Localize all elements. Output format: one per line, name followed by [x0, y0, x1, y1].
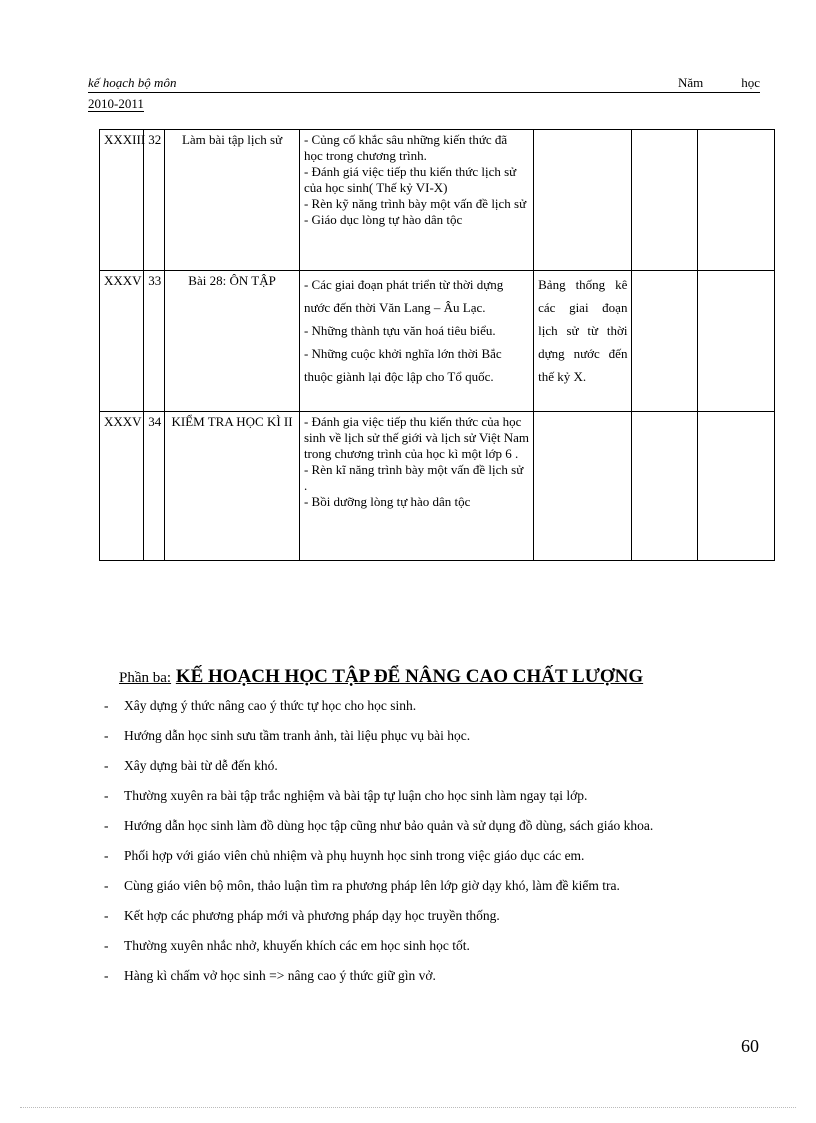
- header-year-range: 2010-2011: [88, 96, 144, 111]
- goal-line: - Những cuộc khởi nghĩa lớn thời Bắc thuộc giành lại độc lập cho Tổ quốc.: [303, 346, 502, 384]
- list-item: - Hàng kì chấm vở học sinh => nâng cao ý thức giữ gìn vở.: [104, 968, 436, 983]
- lesson-title-cell: Làm bài tập lịch sử: [165, 130, 300, 271]
- lesson-number-cell: 34: [144, 412, 165, 561]
- task-list: [104, 697, 653, 997]
- empty-cell: [632, 271, 697, 412]
- task-text: Thường xuyên ra bài tập trắc nghiệm và bài tập tự luận cho học sinh làm ngay tại lớp.: [124, 788, 588, 803]
- empty-cell: [632, 130, 697, 271]
- table-row: [100, 271, 775, 412]
- goal-line: - Đánh giá việc tiếp thu kiến thức lịch sử của học sinh( Thế kỷ VI-X): [303, 164, 517, 195]
- header-school-year-label: [678, 75, 760, 91]
- list-item: - Phối hợp với giáo viên chủ nhiệm và phụ huynh học sinh trong việc giáo dục các em.: [104, 848, 585, 863]
- empty-cell: [632, 412, 697, 561]
- section-heading: [119, 666, 643, 688]
- list-item: - Xây dựng ý thức nâng cao ý thức tự học cho học sinh.: [104, 698, 417, 713]
- goal-line: - Củng cố khắc sâu những kiến thức đã học trong chương trình.: [303, 132, 508, 163]
- goal-line: - Những thành tựu văn hoá tiêu biểu.: [303, 323, 496, 338]
- section-title: KẾ HOẠCH HỌC TẬP ĐỂ NÂNG CAO CHẤT LƯỢNG: [175, 666, 644, 687]
- table-row: [100, 130, 775, 271]
- lesson-plan-table: [99, 129, 775, 561]
- week-cell: XXXV: [100, 271, 144, 412]
- teaching-aid-cell: [534, 412, 632, 561]
- task-text: Kết hợp các phương pháp mới và phương pháp dạy học truyền thống.: [124, 908, 500, 923]
- header-year-word: Năm: [677, 75, 704, 90]
- list-item: - Cùng giáo viên bộ môn, thảo luận tìm ra phương pháp lên lớp giờ dạy khó, làm đề kiểm tra.: [104, 878, 620, 893]
- section-lead: Phần ba:: [119, 670, 172, 686]
- task-text: Hàng kì chấm vở học sinh => nâng cao ý thức giữ gìn vở.: [124, 968, 436, 983]
- list-item: - Xây dựng bài từ dễ đến khó.: [104, 758, 278, 773]
- task-text: Thường xuyên nhắc nhở, khuyến khích các em học sinh học tốt.: [124, 938, 470, 953]
- footer-divider: [20, 1107, 796, 1108]
- header-subject-plan: kế hoạch bộ môn: [88, 75, 177, 90]
- list-item: - Hướng dẫn học sinh sưu tầm tranh ảnh, tài liệu phục vụ bài học.: [104, 728, 471, 743]
- list-item: - Thường xuyên ra bài tập trắc nghiệm và bài tập tự luận cho học sinh làm ngay tại lớp.: [104, 788, 588, 803]
- list-item: - Hướng dẫn học sinh làm đồ dùng học tập cũng như bảo quản và sử dụng đồ dùng, sách giáo khoa.: [104, 818, 654, 833]
- goal-line: - Rèn kĩ năng trình bày một vấn đề lịch sử .: [303, 462, 524, 493]
- goal-line: - Giáo dục lòng tự hào dân tộc: [303, 212, 463, 227]
- page-header: [88, 74, 760, 93]
- header-hoc-word: học: [741, 75, 760, 90]
- week-cell: XXXIII: [100, 130, 144, 271]
- goal-line: - Các giai đoạn phát triển từ thời dựng nước đến thời Văn Lang – Âu Lạc.: [303, 277, 504, 315]
- goal-line: - Đánh gia việc tiếp thu kiến thức của học sinh về lịch sử thế giới và lịch sử Việt Nam trong chương trình của học kì một lớp 6 .: [303, 414, 529, 461]
- goal-line: - Bồi dưỡng lòng tự hào dân tộc: [303, 494, 471, 509]
- lesson-number-cell: 32: [144, 130, 165, 271]
- list-item: - Thường xuyên nhắc nhở, khuyến khích các em học sinh học tốt.: [104, 938, 470, 953]
- lesson-title-cell: KIỂM TRA HỌC KÌ II: [165, 412, 300, 561]
- page-number: 60: [741, 1036, 759, 1056]
- empty-cell: [697, 271, 774, 412]
- lesson-goals-cell: [299, 271, 533, 412]
- task-text: Phối hợp với giáo viên chủ nhiệm và phụ huynh học sinh trong việc giáo dục các em.: [124, 848, 585, 863]
- task-text: Hướng dẫn học sinh sưu tầm tranh ảnh, tài liệu phục vụ bài học.: [124, 728, 471, 743]
- empty-cell: [697, 130, 774, 271]
- table-row: [100, 412, 775, 561]
- week-cell: XXXV: [100, 412, 144, 561]
- teaching-aid-cell: [534, 130, 632, 271]
- lesson-goals-cell: [299, 412, 533, 561]
- lesson-title-cell: Bài 28: ÔN TẬP: [165, 271, 300, 412]
- task-text: Xây dựng ý thức nâng cao ý thức tự học cho học sinh.: [124, 698, 417, 713]
- task-text: Cùng giáo viên bộ môn, thảo luận tìm ra phương pháp lên lớp giờ dạy khó, làm đề kiểm tra.: [124, 878, 620, 893]
- lesson-number-cell: 33: [144, 271, 165, 412]
- task-text: Xây dựng bài từ dễ đến khó.: [124, 758, 278, 773]
- list-item: - Kết hợp các phương pháp mới và phương pháp dạy học truyền thống.: [104, 908, 500, 923]
- goal-line: - Rèn kỹ năng trình bày một vấn đề lịch sử: [303, 196, 527, 211]
- lesson-goals-cell: [299, 130, 533, 271]
- teaching-aid-cell: Bảng thống kê các giai đoạn lịch sử từ thời dựng nước đến thế kỷ X.: [534, 271, 632, 412]
- task-text: Hướng dẫn học sinh làm đồ dùng học tập cũng như bảo quản và sử dụng đồ dùng, sách giáo khoa.: [124, 818, 654, 833]
- empty-cell: [697, 412, 774, 561]
